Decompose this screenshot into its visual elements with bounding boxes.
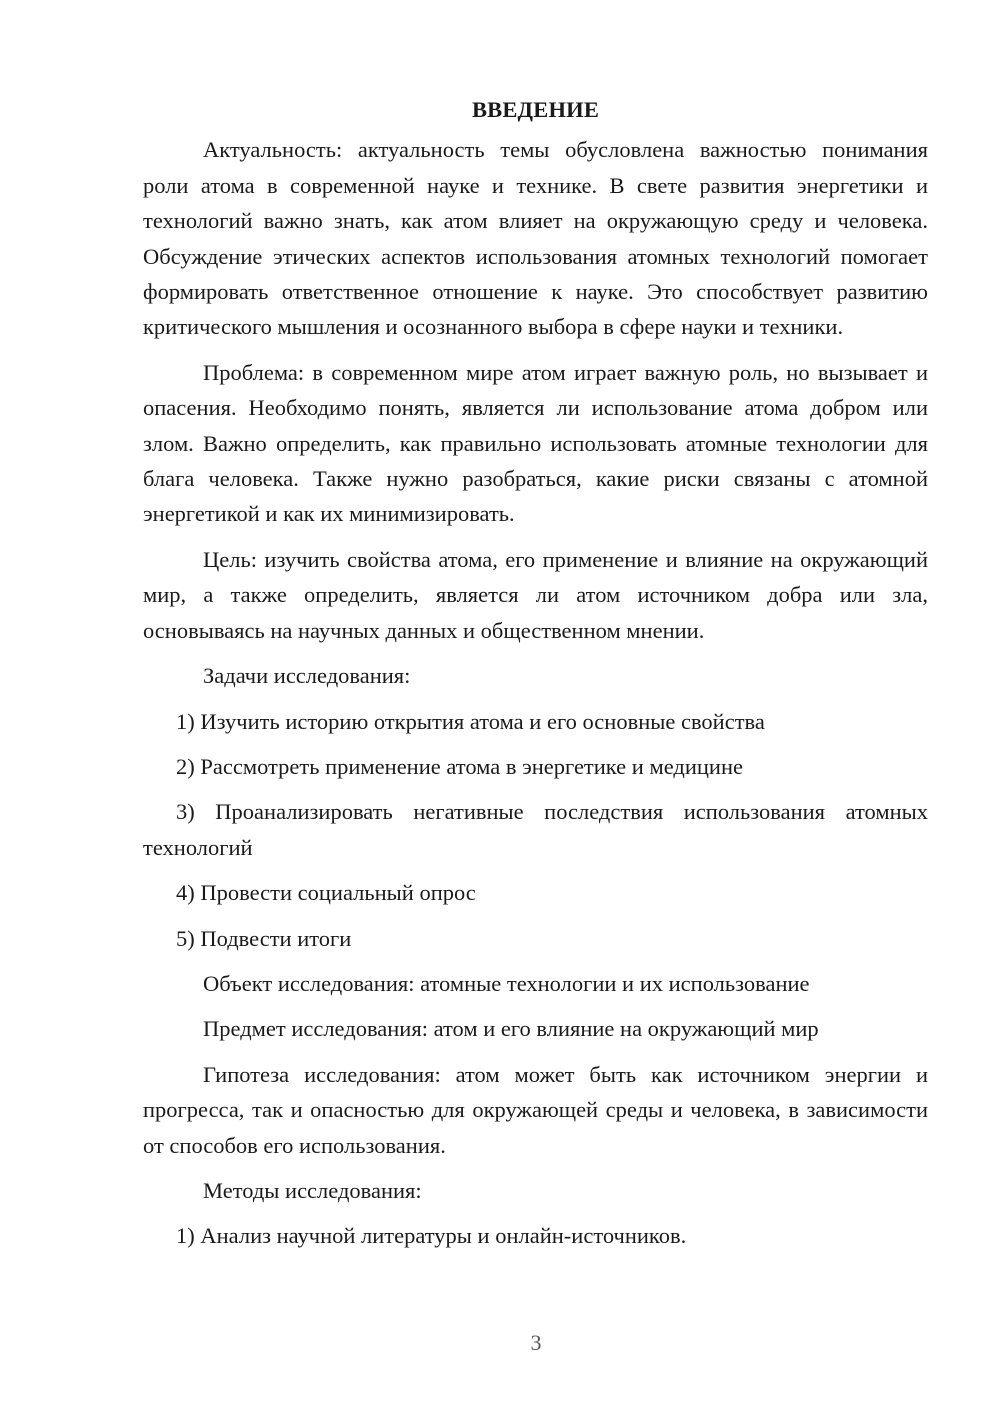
task-item-4: 4) Провести социальный опрос — [176, 880, 476, 906]
task-item-2: 2) Рассмотреть применение атома в энергетике и медицине — [176, 753, 743, 779]
task-item-3: 3) Проанализировать негативные последствия использования атомных технологий — [143, 799, 928, 860]
problem-paragraph: Проблема: в современном мире атом играет важную роль, но вызывает и опасения. Необходимо понять, является ли использование атома добром или злом. Важно определить, как правильно использовать атомные технологии для блага человека. Также нужно разобраться, какие риски связаны с атомной энергетикой и как их минимизировать. — [143, 359, 928, 527]
object-paragraph: Объект исследования: атомные технологии и их использование — [203, 970, 810, 996]
hypothesis-paragraph: Гипотеза исследования: атом может быть как источником энергии и прогресса, так и опасностью для окружающей среды и человека, в зависимости от способов его использования. — [143, 1061, 928, 1158]
tasks-heading: Задачи исследования: — [203, 663, 411, 689]
task-item-1: 1) Изучить историю открытия атома и его основные свойства — [176, 708, 765, 734]
page-number: 3 — [530, 1330, 542, 1355]
section-heading: ВВЕДЕНИЕ — [471, 97, 600, 122]
goal-paragraph: Цель: изучить свойства атома, его применение и влияние на окружающий мир, а также определить, является ли атом источником добра или зла, основываясь на научных данных и общественном мнении. — [143, 546, 928, 643]
method-item-1: 1) Анализ научной литературы и онлайн-источников. — [176, 1223, 687, 1249]
task-item-5: 5) Подвести итоги — [176, 925, 352, 951]
relevance-paragraph: Актуальность: актуальность темы обусловлена важностью понимания роли атома в современной науке и технике. В свете развития энергетики и технологий важно знать, как атом влияет на окружающую среду и человека. Обсуждение этических аспектов использования атомных технологий помогает формировать ответственное отношение к науке. Это способствует развитию критического мышления и осознанного выбора в сфере науки и техники. — [143, 137, 928, 340]
subject-paragraph: Предмет исследования: атом и его влияние на окружающий мир — [203, 1016, 819, 1042]
page-content — [143, 92, 928, 1264]
methods-heading: Методы исследования: — [203, 1177, 422, 1203]
